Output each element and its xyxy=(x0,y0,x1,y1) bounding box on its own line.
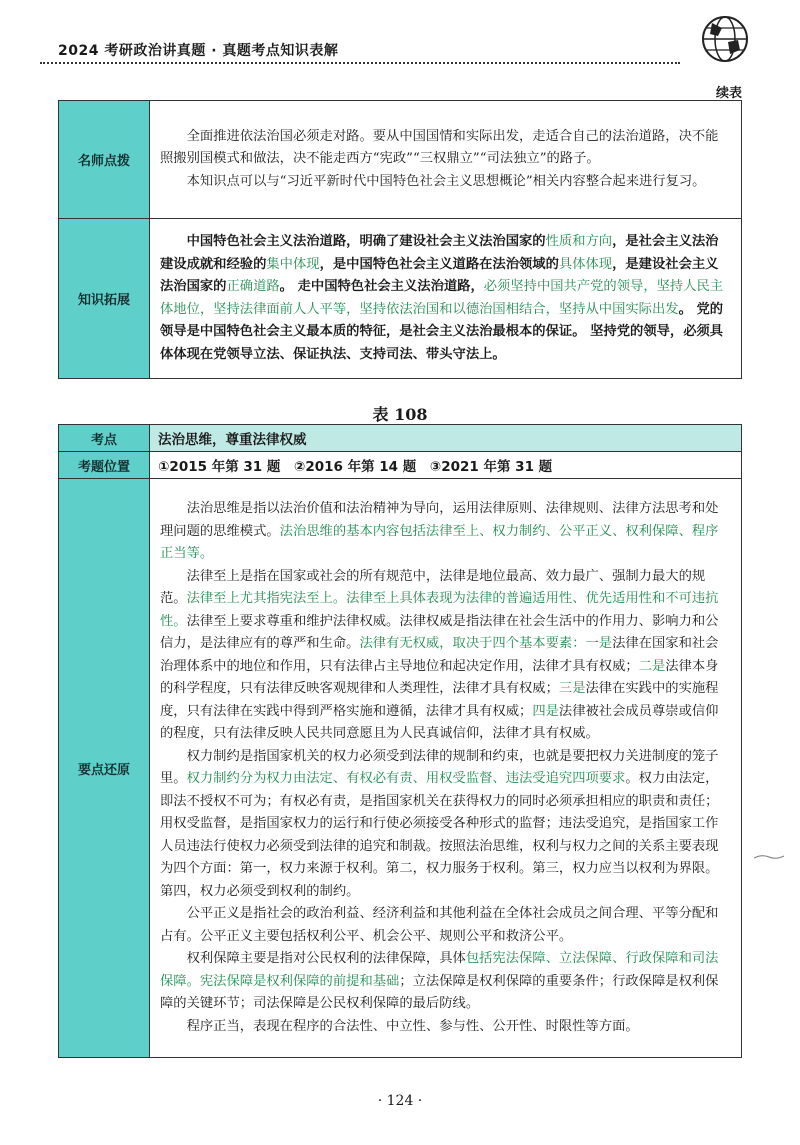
table-row xyxy=(59,425,742,452)
highlighted-text: 集中体现 xyxy=(266,256,320,272)
content-label: 要点还原 xyxy=(59,479,150,1058)
text-run: 程序正当，表现在程序的合法性、中立性、参与性、公开性、时限性等方面。 xyxy=(186,1018,639,1034)
tips-content xyxy=(150,101,742,219)
table-row xyxy=(59,452,742,479)
table-caption: 表 108 xyxy=(372,405,428,424)
highlighted-text: 包括宪法保障、立法保障、行政保障和司法保障。宪法保障是权利保障的前提和基础 xyxy=(160,951,719,989)
paragraph xyxy=(160,1016,731,1039)
highlighted-text: 必须坚持中国共产党的领导，坚持人民主体地位，坚持法律面前人人平等，坚持依法治国和以德治国相结合，坚持从中国实际出发 xyxy=(160,279,724,317)
text-run: ，是建设社会主义法治国家的 xyxy=(160,256,719,294)
text-run: 法律至上是指在国家或社会的所有规范中，法律是地位最高、效力最广、强制力最大的规范。 xyxy=(160,568,706,606)
highlighted-text: 法治思维的基本内容包括法律至上、权力制约、公平正义、权利保障、程序正当等。 xyxy=(160,523,719,561)
text-run: 公平正义是指社会的政治利益、经济利益和其他利益在全体社会成员之间合理、平等分配和占有。公平正义主要包括权利公平、机会公平、规则公平和救济公平。 xyxy=(160,906,719,944)
table-row xyxy=(59,101,742,219)
highlighted-text: 权力制约分为权力由法定、有权必有责、用权受监督、违法受追究四项要求 xyxy=(186,771,626,786)
text-run: 。 走中国特色社会主义法治道路， xyxy=(279,279,484,294)
row-label-tips: 名师点拨 xyxy=(59,101,150,219)
page-number: · 124 · xyxy=(377,1093,423,1109)
text-run: 法律在实践中的实施程度，只有法律在实践中得到严格实施和遵循，法律才具有权威； xyxy=(160,681,719,719)
row-label-extension: 知识拓展 xyxy=(59,219,150,379)
text-run: 中国特色社会主义法治道路，明确了建设社会主义法治国家的 xyxy=(186,234,546,249)
book-title: 2024 考研政治讲真题 · 真题考点知识表解 xyxy=(58,43,339,59)
text-run: 全面推进依法治国必须走对路。要从中国国情和实际出发，走适合自己的法治道路，决不能照搬别国模式和做法，决不能走西方“宪政”“三权鼎立”“司法独立”的路子。 xyxy=(160,128,719,167)
paragraph xyxy=(160,498,731,566)
text-run: 法律本身的科学程度，只有法律反映客观规律和人类理性，法律才具有权威； xyxy=(160,658,719,696)
continued-table xyxy=(58,100,742,379)
text-run: 权利保障主要是指对公民权利的法律保障，具体 xyxy=(186,951,466,966)
text-run: 权力制约是指国家机关的权力必须受到法律的规制和约束，也就是要把权力关进制度的笼子里。 xyxy=(160,748,719,786)
text-run: 。 党的领导是中国特色社会主义最本质的特征，是社会主义法治最根本的保证。 坚持党的领导，必须具体体现在党领导立法、保证执法、支持司法、带头守法上。 xyxy=(160,301,724,362)
text-run: ；立法保障是权利保障的重要条件；行政保障是权利保障的关键环节；司法保障是公民权利保障的最后防线。 xyxy=(160,973,719,1011)
highlighted-text: 性质和方向 xyxy=(545,234,613,249)
paragraph xyxy=(160,231,731,366)
paragraph xyxy=(160,566,731,746)
highlighted-text: 二是 xyxy=(638,658,666,674)
paragraph xyxy=(160,948,731,1016)
key-points-content xyxy=(150,479,742,1058)
table-row xyxy=(59,219,742,379)
highlighted-text: 三是 xyxy=(558,681,586,696)
text-run: 法律被社会成员尊崇或信仰的程度，只有法律反映人民共同意愿且为人民真诚信仰，法律才具有权威。 xyxy=(160,703,719,741)
position-label: 考题位置 xyxy=(59,452,150,479)
table-108 xyxy=(58,424,742,1058)
globe-logo-icon xyxy=(700,14,750,64)
text-run: ，是中国特色社会主义道路在法治领域的 xyxy=(319,256,559,272)
exam-point-label: 考点 xyxy=(59,425,150,452)
paragraph xyxy=(160,126,731,171)
text-run: 本知识点可以与“习近平新时代中国特色社会主义思想概论”相关内容整合起来进行复习。 xyxy=(186,173,706,189)
exam-point-value: 法治思维，尊重法律权威 xyxy=(150,425,742,452)
text-run: ，是社会主义法治建设成就和经验的 xyxy=(160,234,719,272)
highlighted-text: 正确道路 xyxy=(226,279,280,294)
highlighted-text: 法律至上尤其指宪法至上。法律至上具体表现为法律的普遍适用性、优先适用性和不可违抗性。 xyxy=(160,591,719,629)
table-row xyxy=(59,479,742,1058)
paragraph xyxy=(160,746,731,904)
header-rule xyxy=(40,62,680,64)
highlighted-text: 四是 xyxy=(532,703,559,719)
scan-mark-icon xyxy=(754,852,784,862)
position-value: ①2015 年第 31 题 ②2016 年第 14 题 ③2021 年第 31 题 xyxy=(150,452,742,479)
text-run: 。权力由法定，即法不授权不可为；有权必有责，是指国家机关在获得权力的同时必须承担相应的职责和责任；用权受监督，是指国家权力的运行和行使必须接受各种形式的监督；违法受追究，是指国家工作人员违法行使权力必须受到法律的追究和制裁。按照法治思维，权利与权力之间的关系主要表现为四个方面：第一，权力来源于权利。第二，权力服务于权利。第三，权力应当以权利为界限。第四，权力必须受到权利的制约。 xyxy=(160,771,719,899)
highlighted-text: 法律有无权威，取决于四个基本要素：一是 xyxy=(359,636,613,651)
text-run: 法律至上要求尊重和维护法律权威。法律权威是指法律在社会生活中的作用力、影响力和公信力，是法律应有的尊严和生命。 xyxy=(160,613,719,651)
paragraph xyxy=(160,903,731,948)
continued-label: 续表 xyxy=(715,86,742,101)
highlighted-text: 具体体现 xyxy=(558,256,613,272)
paragraph xyxy=(160,171,731,194)
text-run: 法治思维是指以法治价值和法治精神为导向，运用法律原则、法律规则、法律方法思考和处理问题的思维模式。 xyxy=(160,501,719,539)
text-run: 法律在国家和社会治理体系中的地位和作用，只有法律占主导地位和起决定作用，法律才具有权威； xyxy=(160,636,719,674)
extension-content xyxy=(150,219,742,379)
running-header xyxy=(40,32,680,60)
